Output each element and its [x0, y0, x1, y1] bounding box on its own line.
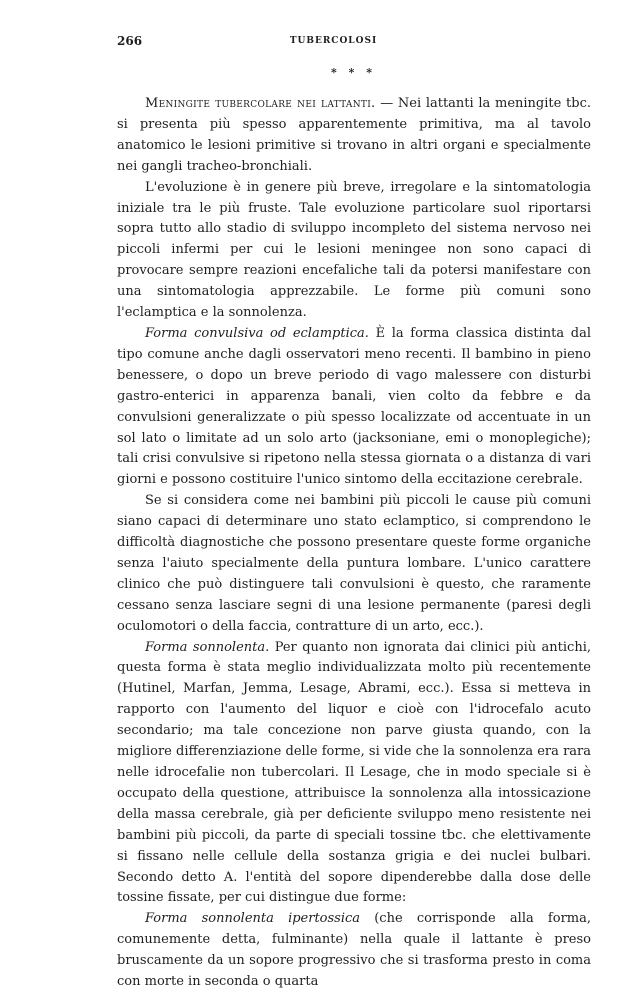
- paragraph-text: L'evoluzione è in genere più breve, irregolare e la sintomatologia iniziale tra le più fruste. Tale evoluzione particolare suol riportarsi sopra tutto allo stadio di sviluppo incompleto del sistema nervoso nei piccoli infermi per cui le lesioni meningee non sono capaci di provocare sempre reazioni encefaliche tali da potersi manifestare con una sintomatologia apprezzabile. Le forme più comuni sono l'eclamptica e la sonnolenza.: [117, 179, 591, 321]
- page-number: 266: [117, 34, 143, 48]
- paragraph-forma-ipertossica: [117, 909, 591, 993]
- subsection-heading: Forma sonnolenta ipertossica: [145, 911, 361, 927]
- paragraph-text: È la forma classica distinta dal tipo comune anche dagli osservatori meno recenti. Il bambino in pieno benessere, o dopo un breve periodo di vago malessere con disturbi gastro-enterici in apparenza banali, vien colto da febbre e da convulsioni generalizzate o più spesso localizzate od accentuate in un sol lato o limitate ad un solo arto (jacksoniane, emi o monoplegiche); tali crisi convulsive si ripetono nella stessa giornata o a distanza di vari giorni e possono costituire l'unico sintomo della eccitazione cerebrale.: [117, 325, 592, 488]
- subsection-heading: Forma sonnolenta.: [145, 639, 270, 655]
- running-title: TUBERCOLOSI: [289, 36, 378, 46]
- paragraph-text: Per quanto non ignorata dai clinici più antichi, questa forma è stata meglio individualizzata molto più recentemente (Hutinel, Marfan, Jemma, Lesage, Abrami, ecc.). Essa si metteva in rapporto con l'aumento del liquor e cioè con l'idrocefalo acuto secondario; ma tale concezione non parve giusta quando, con la migliore differenziazione delle forme, si vide che la sonnolenza era rara nelle idrocefalie non tubercolari. Il Lesage, che in modo speciale si è occupato della questione, attribuisce la sonnolenza alla intossicazione della massa cerebrale, già per deficiente sviluppo meno resistente nei bambini più piccoli, da parte di speciali tossine tbc. che elettivamente si fissano nelle cellule della sostanza grigia e dei nuclei bulbari. Secondo detto A. l'entità del sopore dipenderebbe dalla dose delle tossine fissate, per cui distingue due forme:: [117, 639, 591, 906]
- paragraph-text: (che corrisponde alla forma, comunemente detta, fulminante) nella quale il lattante è preso bruscamente da un sopore progressivo che si trasforma presto in coma con morte in seconda o quarta: [117, 911, 591, 990]
- paragraph-text: Se si considera come nei bambini più piccoli le cause più comuni siano capaci di determinare uno stato eclamptico, si comprendono le difficoltà diagnostiche che possono presentare queste forme organiche senza l'aiuto specialmente della puntura lombare. L'unico carattere clinico che può distinguere tali convulsioni è questo, che raramente cessano senza lasciare segni di una lesione permanente (paresi degli oculomotori o della faccia, contratture di un arto, ecc.).: [117, 493, 591, 634]
- section-heading: Meningite tubercolare nei lattanti.: [145, 96, 376, 111]
- paragraph-forma-sonnolenta: [117, 638, 591, 910]
- paragraph-meningite: [117, 94, 591, 178]
- paragraph-forma-convulsiva: [117, 324, 591, 491]
- section-separator: * * *: [331, 66, 376, 79]
- paragraph-text: — Nei lattanti la meningite tbc. si presenta più spesso apparentemente primitiva, ma al tavolo anatomico le lesioni primitive si trovano in altri organi e specialmente nei gangli tracheo-bronchiali.: [117, 96, 591, 174]
- subsection-heading: Forma convulsiva od eclamptica.: [145, 325, 369, 341]
- body-text: [117, 94, 591, 993]
- paragraph-evoluzione: [117, 178, 591, 324]
- paragraph-diagnosi: [117, 491, 591, 637]
